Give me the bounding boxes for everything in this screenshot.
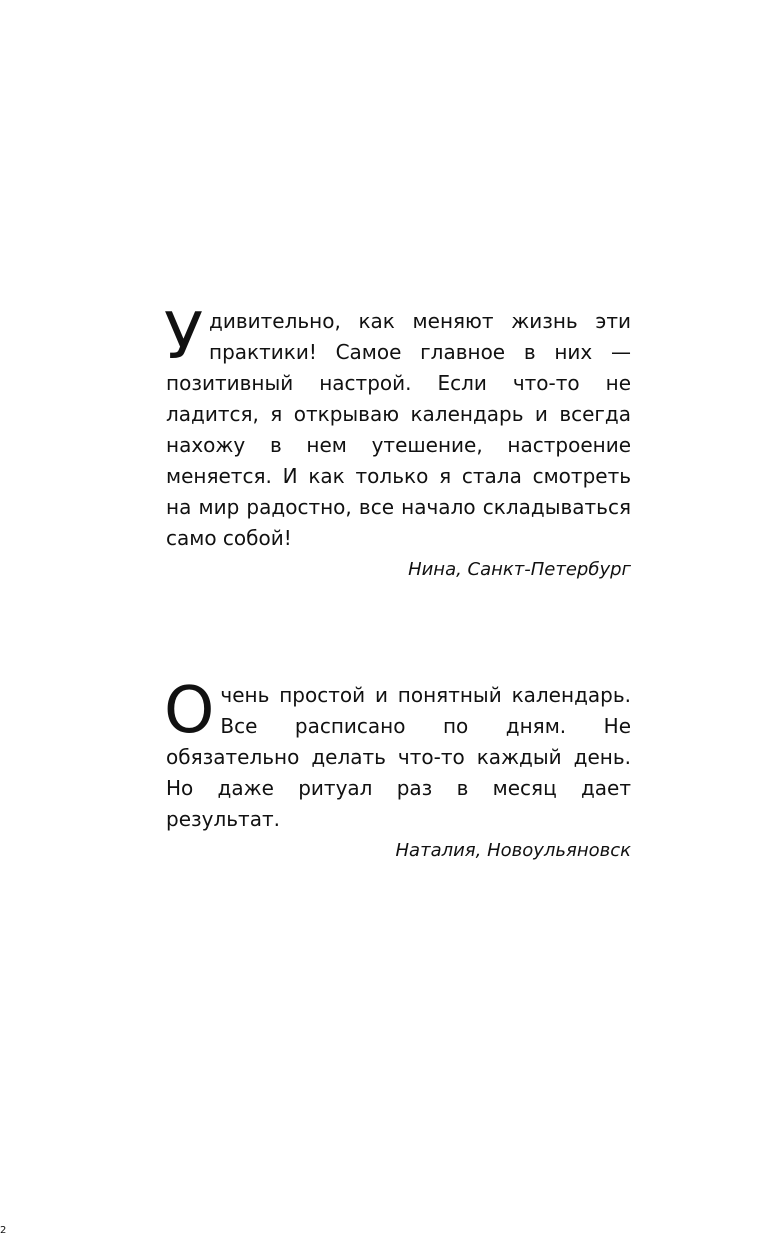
review-nina: [164, 300, 631, 582]
review-author: Наталия, Новоульяновск: [395, 840, 631, 861]
review-text: [164, 300, 631, 554]
drop-cap: У: [164, 300, 203, 374]
review-natalia: [164, 674, 631, 863]
drop-cap: О: [164, 674, 215, 748]
page-number: 2: [0, 1225, 7, 1236]
review-author: Нина, Санкт-Петербург: [408, 559, 631, 580]
review-text: [164, 674, 631, 835]
review-body: чень простой и понятный календарь. Все расписано по дням. Не обязательно делать что-то каждый день. Но даже ритуал раз в месяц дает результат.: [166, 683, 631, 831]
review-body: дивительно, как меняют жизнь эти практики! Самое главное в них — позитивный настрой. Если что-то не ладится, я открываю календарь и всегда нахожу в нем утешение, настроение меняется. И как только я стала смотреть на мир радостно, все начало складываться само собой!: [166, 309, 631, 550]
